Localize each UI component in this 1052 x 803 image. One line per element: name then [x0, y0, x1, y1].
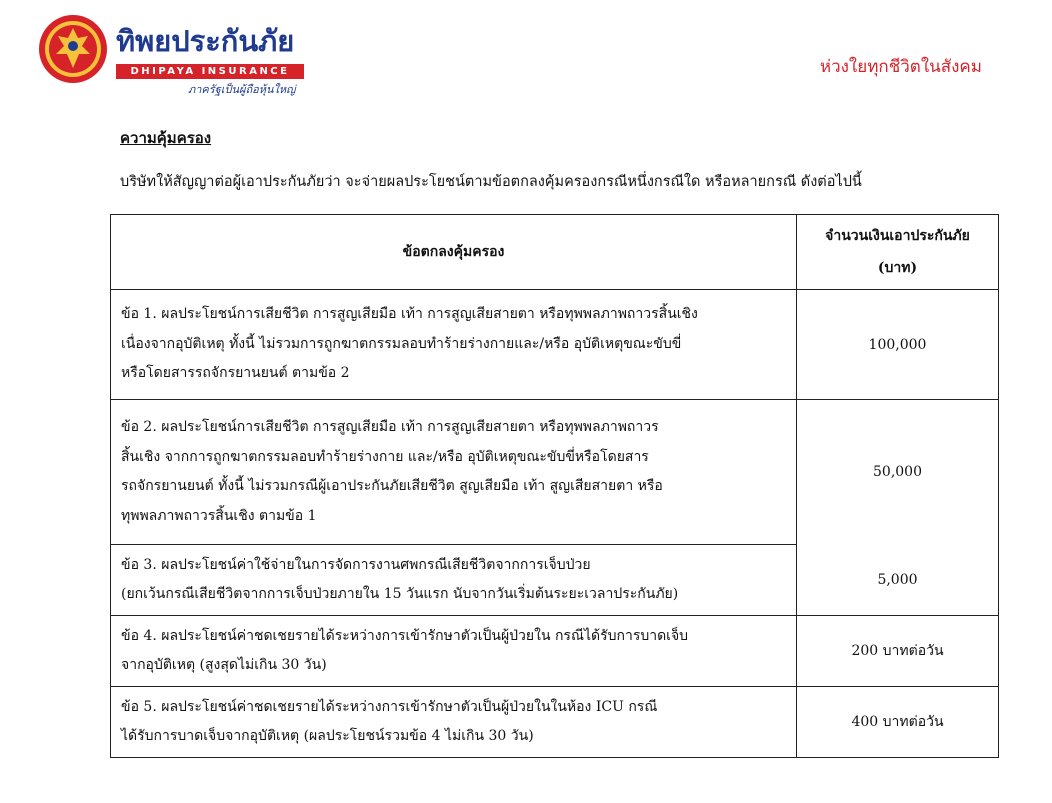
company-logo — [38, 12, 308, 102]
logo-thai-name: ทิพยประกันภัย — [116, 24, 295, 58]
coverage-amount: 50,000 — [797, 400, 999, 545]
header-coverage: ข้อตกลงคุ้มครอง — [111, 215, 797, 290]
coverage-amount: 5,000 — [797, 545, 999, 616]
description-line: ข้อ 2. ผลประโยชน์การเสียชีวิต การสูญเสียมือ เท้า การสูญเสียสายตา หรือทุพพลภาพถาวร — [121, 419, 659, 435]
header-sum-insured-unit: (บาท) — [877, 260, 918, 276]
logo-english-name: DHIPAYA INSURANCE — [116, 64, 304, 79]
table-row — [111, 687, 999, 758]
header-sum-insured — [797, 215, 999, 290]
description-line: รถจักรยานยนต์ ทั้งนี้ ไม่รวมกรณีผู้เอาประกันภัยเสียชีวิต สูญเสียมือ เท้า สูญเสียสายตา หรือ — [121, 478, 663, 494]
table-header-row — [111, 215, 999, 290]
description-line: (ยกเว้นกรณีเสียชีวิตจากการเจ็บป่วยภายใน 15 วันแรก นับจากวันเริ่มต้นระยะเวลาประกันภัย) — [121, 586, 679, 602]
table-row — [111, 545, 999, 616]
section-title: ความคุ้มครอง — [120, 129, 212, 147]
header-sum-insured-line1: จำนวนเงินเอาประกันภัย — [825, 228, 970, 244]
description-line: หรือโดยสารรถจักรยานยนต์ ตามข้อ 2 — [121, 365, 350, 382]
coverage-amount: 200 บาทต่อวัน — [797, 616, 999, 687]
coverage-table — [110, 214, 999, 758]
coverage-amount: 100,000 — [797, 290, 999, 400]
description-line: ข้อ 4. ผลประโยชน์ค่าชดเชยรายได้ระหว่างการเข้ารักษาตัวเป็นผู้ป่วยใน กรณีได้รับการบาดเจ็บ — [121, 627, 689, 644]
description-line: ทุพพลภาพถาวรสิ้นเชิง ตามข้อ 1 — [121, 507, 317, 524]
description-line: ข้อ 3. ผลประโยชน์ค่าใช้จ่ายในการจัดการงานศพกรณีเสียชีวิตจากการเจ็บป่วย — [121, 556, 591, 573]
coverage-description — [111, 616, 797, 687]
description-line: ข้อ 5. ผลประโยชน์ค่าชดเชยรายได้ระหว่างการเข้ารักษาตัวเป็นผู้ป่วยในในห้อง ICU กรณี — [121, 698, 658, 715]
garuda-emblem-icon — [38, 12, 108, 86]
slogan: ห่วงใยทุกชีวิตในสังคม — [819, 57, 982, 77]
intro-text: บริษัทให้สัญญาต่อผู้เอาประกันภัยว่า จะจ่ายผลประโยชน์ตามข้อตกลงคุ้มครองกรณีหนึ่งกรณีใด หรือหลายกรณี ดังต่อไปนี้ — [120, 174, 862, 190]
table-row — [111, 290, 999, 400]
coverage-description — [111, 290, 797, 400]
table-row — [111, 400, 999, 545]
logo-subtitle: ภาครัฐเป็นผู้ถือหุ้นใหญ่ — [188, 83, 296, 96]
description-line: ข้อ 1. ผลประโยชน์การเสียชีวิต การสูญเสียมือ เท้า การสูญเสียสายตา หรือทุพพลภาพถาวรสิ้นเชิง — [121, 306, 698, 323]
description-line: เนื่องจากอุบัติเหตุ ทั้งนี้ ไม่รวมการถูกฆาตกรรมลอบทำร้ายร่างกายและ/หรือ อุบัติเหตุขณะขับขี่ — [121, 335, 682, 352]
coverage-description — [111, 687, 797, 758]
coverage-amount: 400 บาทต่อวัน — [797, 687, 999, 758]
description-line: จากอุบัติเหตุ (สูงสุดไม่เกิน 30 วัน) — [121, 657, 327, 673]
coverage-description — [111, 400, 797, 545]
description-line: ได้รับการบาดเจ็บจากอุบัติเหตุ (ผลประโยชน์รวมข้อ 4 ไม่เกิน 30 วัน) — [121, 728, 534, 744]
description-line: สิ้นเชิง จากการถูกฆาตกรรมลอบทำร้ายร่างกาย และ/หรือ อุบัติเหตุขณะขับขี่หรือโดยสาร — [121, 448, 649, 465]
coverage-description — [111, 545, 797, 616]
table-row — [111, 616, 999, 687]
